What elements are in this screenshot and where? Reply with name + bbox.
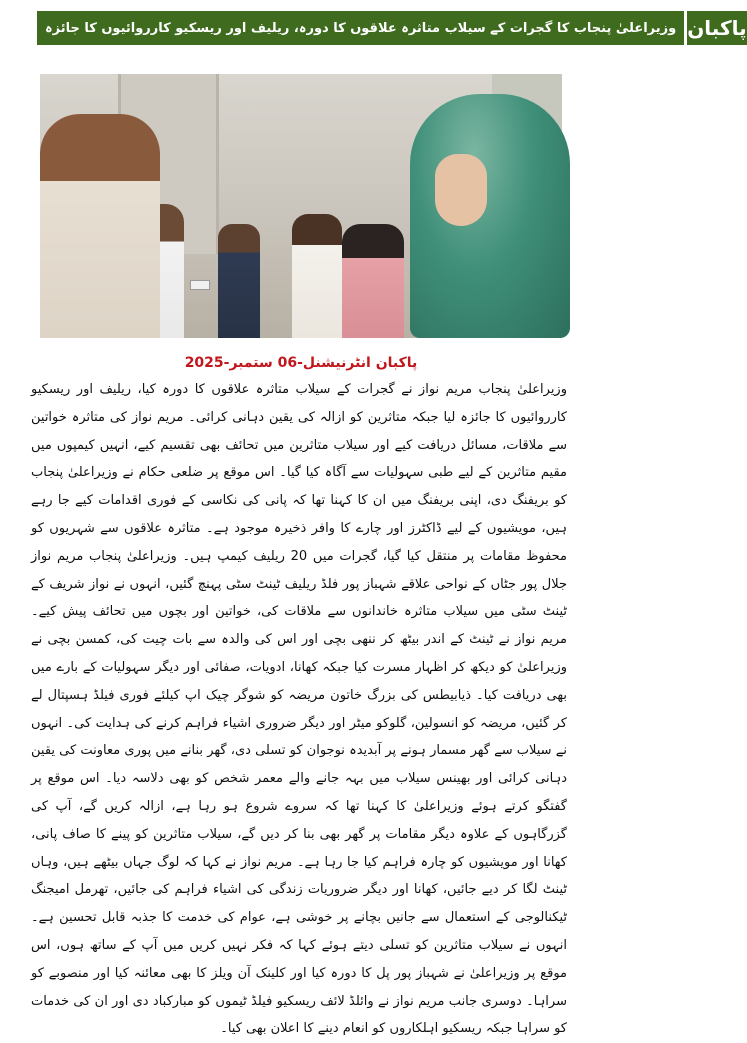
photo-person-chief-minister xyxy=(410,94,570,338)
article-header xyxy=(37,11,747,45)
headline: وزیراعلیٰ پنجاب کا گجرات کے سیلاب متاثرہ علاقوں کا دورہ، ریلیف اور ریسکیو کارروائیوں کا جائزہ xyxy=(37,11,684,45)
photo-face xyxy=(435,154,487,226)
photo-person-man xyxy=(218,224,260,338)
photo-person-attendant xyxy=(342,224,404,338)
photo-person-woman xyxy=(292,214,342,338)
news-photo xyxy=(40,74,562,338)
brand-logo: پاکبان xyxy=(684,11,746,45)
photo-phone xyxy=(190,280,210,290)
article-body: وزیراعلیٰ پنجاب مریم نواز نے گجرات کے سیلاب متاثرہ علاقوں کا دورہ کیا، ریلیف اور ریسکیو کارروائیوں کا جائزہ لیا جبکہ متاثرین کو ازالہ کی یقین دہانی کرائی۔ مریم نواز کی متاثرہ خواتین سے ملاقات، مسائل دریافت کیے اور سیلاب متاثرین میں تحائف بھی تقسیم کیے، انہیں کیمپوں میں مقیم متاثرین کے لیے طبی سہولیات سے آگاہ کیا گیا۔ اس موقع پر ضلعی حکام نے وزیراعلیٰ پنجاب کو بریفنگ دی، اپنی بریفنگ میں ان کا کہنا تھا کہ پانی کی نکاسی کے فوری اقدامات کیے جا رہے ہیں، مویشیوں کے لیے ڈاکٹرز اور چارے کا وافر ذخیرہ موجود ہے۔ متاثرہ علاقوں سے شہریوں کو محفوظ مقامات پر منتقل کیا گیا، گجرات میں 20 ریلیف کیمپ ہیں۔ وزیراعلیٰ پنجاب مریم نواز جلال پور جٹاں کے نواحی علاقے شہباز پور فلڈ ریلیف ٹینٹ سٹی پہنچ گئیں، انہوں نے نواز شریف کے ٹینٹ سٹی میں سیلاب متاثرہ خاندانوں سے ملاقات کی، خواتین اور بچوں میں تحائف پیش کیے۔ مریم نواز نے ٹینٹ کے اندر بیٹھ کر ننھی بچی اور اس کی والدہ سے بات چیت کی، کمسن بچی نے وزیراعلیٰ کو دیکھ کر اظہار مسرت کیا جبکہ کھانا، ادویات، صفائی اور دیگر سہولیات کے بارے میں بھی دریافت کیا۔ ذیابیطس کی بزرگ خاتون مریضہ کو شوگر چیک اپ کیلئے فوری فیلڈ ہسپتال لے کر گئیں، مریضہ کو انسولین، گلوکو میٹر اور دیگر ضروری اشیاء فراہم کرنے کی ہدایت کی۔ انہوں نے سیلاب سے گھر مسمار ہونے پر آبدیدہ نوجوان کو تسلی دی، گھر بنانے میں پوری معاونت کی یقین دہانی کرائی اور بھینس سیلاب میں بہہ جانے والے معمر شخص کو بھی دلاسہ دیا۔ اس موقع پر گفتگو کرتے ہوئے وزیراعلیٰ کا کہنا تھا کہ سروے شروع ہو رہا ہے، ازالہ کریں گے، آپ کی گزرگاہوں کے علاوہ دیگر مقامات پر گھر بھی بنا کر دیں گے، سیلاب متاثرین کو پینے کا صاف پانی، کھانا اور مویشیوں کو چارہ فراہم کیا جا رہا ہے۔ مریم نواز نے کہا کہ لوگ جہاں بیٹھے ہیں، وہاں ٹینٹ لگا کر دیے جائیں، کھانا اور دیگر ضروریات زندگی کی اشیاء فراہم کی جائیں، تھرمل امیجنگ ٹیکنالوجی کے استعمال سے جانیں بچانے پر خوشی ہے، عوام کی خدمت کا جذبہ قابل تحسین ہے۔ انہوں نے سیلاب متاثرین کو تسلی دیتے ہوئے کہا کہ فکر نہیں کریں میں آپ کے ساتھ ہوں، اس موقع پر وزیراعلیٰ نے شہباز پور پل کا دورہ کیا اور کلینک آن ویلز کا بھی معائنہ کیا اور منصوبے کو سراہا۔ دوسری جانب مریم نواز نے وائلڈ لائف ریسکیو فیلڈ ٹیموں کو مبارکباد دی اور ان کی خدمات کو سراہا جبکہ ریسکیو اہلکاروں کو انعام دینے کا اعلان بھی کیا۔ xyxy=(31,382,568,1037)
dateline: پاکبان انٹرنیشنل-06 ستمبر-2025 xyxy=(184,355,418,371)
photo-person-elderly-man xyxy=(40,114,160,338)
